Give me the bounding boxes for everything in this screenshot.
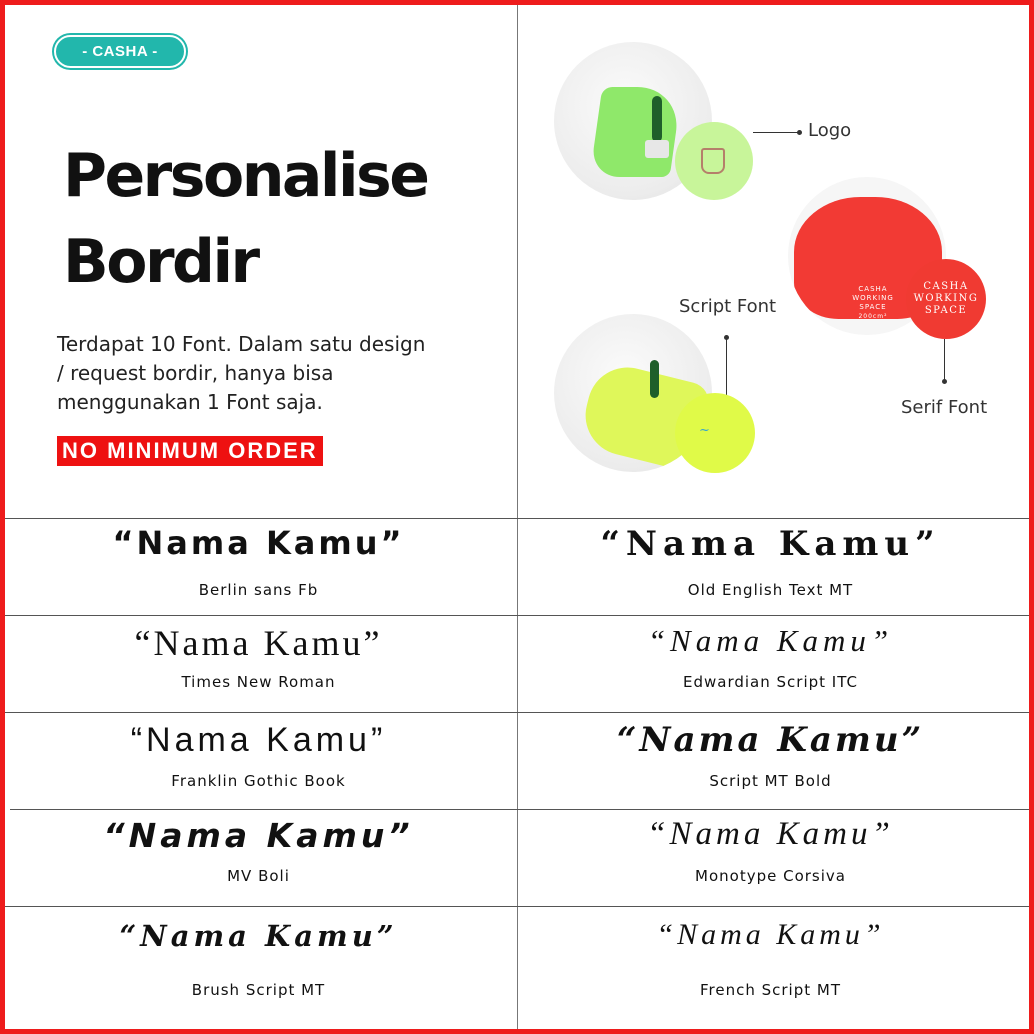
font-name-edwardian: Edwardian Script ITC xyxy=(683,673,858,691)
font-name-mv-boli: MV Boli xyxy=(227,867,290,885)
row-divider-5 xyxy=(5,906,1029,907)
font-sample-script-mt: “Nama Kamu” xyxy=(616,720,925,760)
serif-font-patch xyxy=(906,259,986,339)
patch-text-1: CASHA xyxy=(923,281,969,292)
title-line-1: Personalise xyxy=(63,141,428,211)
cup-icon xyxy=(701,148,725,174)
row-divider-3 xyxy=(5,712,1029,713)
font-sample-mv-boli: “Nama Kamu” xyxy=(103,816,414,855)
font-name-french-script: French Script MT xyxy=(699,981,841,999)
font-sample-brush-script: “Nama Kamu” xyxy=(119,919,398,953)
cactus-shape xyxy=(652,96,662,142)
pouf-text-1: CASHA xyxy=(858,285,888,293)
font-sample-times: “Nama Kamu” xyxy=(134,623,383,663)
font-name-franklin: Franklin Gothic Book xyxy=(171,772,346,790)
font-name-times: Times New Roman xyxy=(181,673,336,691)
logo-label: Logo xyxy=(808,120,852,141)
description-text: Terdapat 10 Font. Dalam satu design / request bordir, hanya bisa menggunakan 1 Font saja. xyxy=(57,332,426,414)
font-sample-franklin: “Nama Kamu” xyxy=(130,721,387,759)
row-divider-4 xyxy=(10,809,1029,810)
serif-connector-dot xyxy=(942,379,947,384)
patch-text-2: WORKING xyxy=(913,293,979,304)
font-sample-edwardian: “Nama Kamu” xyxy=(647,623,894,658)
patch-text-3: SPACE xyxy=(924,305,968,316)
font-sample-berlin: “Nama Kamu” xyxy=(112,524,405,562)
page-title xyxy=(63,133,427,305)
no-minimum-order-badge: NO MINIMUM ORDER xyxy=(57,436,323,466)
script-font-label: Script Font xyxy=(679,296,777,317)
font-name-script-mt: Script MT Bold xyxy=(709,772,832,790)
cactus-shape-2 xyxy=(650,360,659,398)
brand-badge: - CASHA - xyxy=(54,35,186,68)
font-name-old-english: Old English Text MT xyxy=(687,581,854,599)
script-patch-mark: ~ xyxy=(699,423,710,438)
pouf-text-4: 200cm² xyxy=(858,313,888,320)
logo-connector-dot xyxy=(797,130,802,135)
pouf-embroidery xyxy=(848,285,898,321)
pouf-text-2: WORKING xyxy=(852,294,894,302)
font-sample-corsiva: “Nama Kamu” xyxy=(647,816,894,852)
font-sample-old-english: “Nama Kamu” xyxy=(600,524,941,564)
pouf-text-3: SPACE xyxy=(859,303,887,311)
font-sample-french-script: “Nama Kamu” xyxy=(656,918,885,951)
font-name-brush-script: Brush Script MT xyxy=(191,981,326,999)
font-name-berlin: Berlin sans Fb xyxy=(198,581,319,599)
serif-connector xyxy=(944,339,945,381)
row-divider-1 xyxy=(5,518,1029,519)
script-font-patch xyxy=(675,393,755,473)
title-line-2: Bordir xyxy=(63,227,258,297)
logo-patch xyxy=(675,122,753,200)
serif-font-label: Serif Font xyxy=(901,397,988,418)
row-divider-2 xyxy=(5,615,1029,616)
beanbag-shape xyxy=(590,87,683,177)
font-name-corsiva: Monotype Corsiva xyxy=(695,867,846,885)
pot-shape xyxy=(645,140,669,158)
logo-connector xyxy=(753,132,798,133)
